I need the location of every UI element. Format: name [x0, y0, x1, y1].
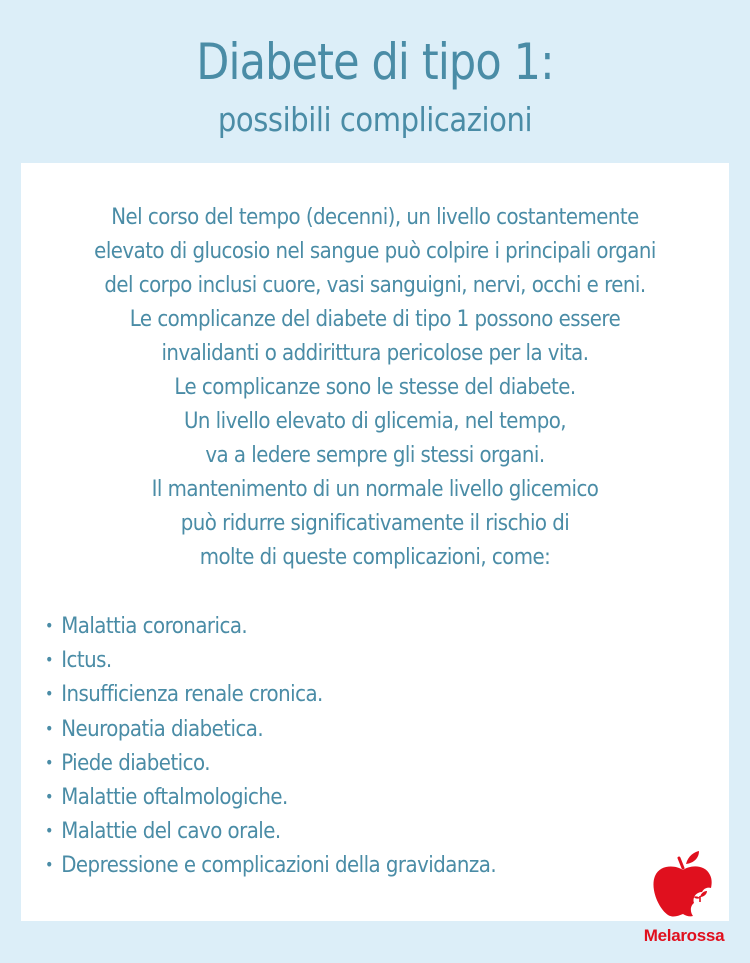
- intro-line: Le complicanze del diabete di tipo 1 possono essere: [129, 307, 621, 332]
- bullet-icon: •: [45, 718, 53, 738]
- list-item: [45, 643, 496, 677]
- apple-icon: [652, 850, 714, 918]
- bullet-icon: •: [45, 684, 53, 704]
- list-item-text: Piede diabetico.: [61, 750, 210, 776]
- list-item: [45, 712, 496, 746]
- complications-list: [45, 609, 546, 883]
- brand-logo-text: Melarossa: [643, 926, 725, 945]
- list-item-text: Malattie del cavo orale.: [61, 819, 281, 845]
- intro-line: del corpo inclusi cuore, vasi sanguigni, nervi, occhi e reni.: [104, 273, 646, 298]
- list-item: [45, 814, 496, 848]
- bullet-icon: •: [45, 821, 53, 841]
- intro-line: elevato di glucosio nel sangue può colpire i principali organi: [94, 239, 656, 264]
- list-item-text: Insufficienza renale cronica.: [61, 682, 323, 708]
- intro-line: può ridurre significativamente il rischio di: [180, 511, 570, 536]
- page-title: Diabete di tipo 1:: [196, 33, 554, 91]
- list-item: [45, 609, 496, 643]
- bullet-icon: •: [45, 616, 53, 635]
- intro-line: invalidanti o addirittura pericolose per la vita.: [161, 341, 589, 366]
- intro-line: Le complicanze sono le stesse del diabete.: [174, 375, 576, 400]
- list-item: [45, 677, 496, 711]
- list-item-text: Depressione e complicazioni della gravidanza.: [61, 853, 497, 879]
- intro-line: va a ledere sempre gli stessi organi.: [205, 443, 545, 468]
- list-item-text: Ictus.: [61, 648, 112, 674]
- intro-line: molte di queste complicazioni, come:: [199, 545, 551, 570]
- list-item: [45, 848, 496, 882]
- list-item: [45, 746, 496, 780]
- intro-line: Nel corso del tempo (decenni), un livello costantemente: [111, 205, 639, 230]
- intro-paragraph: [21, 201, 729, 575]
- content-panel: [21, 163, 729, 921]
- list-item: [45, 780, 496, 814]
- intro-line: Un livello elevato di glicemia, nel tempo,: [183, 409, 567, 434]
- list-item-text: Malattie oftalmologiche.: [61, 785, 288, 811]
- bullet-icon: •: [45, 787, 53, 807]
- page-subtitle: possibili complicazioni: [217, 100, 533, 139]
- bullet-icon: •: [45, 855, 53, 875]
- intro-line: Il mantenimento di un normale livello glicemico: [151, 477, 599, 502]
- bullet-icon: •: [45, 650, 53, 670]
- bullet-icon: •: [45, 752, 53, 772]
- list-item-text: Malattia coronarica.: [61, 614, 248, 639]
- list-item-text: Neuropatia diabetica.: [61, 716, 264, 742]
